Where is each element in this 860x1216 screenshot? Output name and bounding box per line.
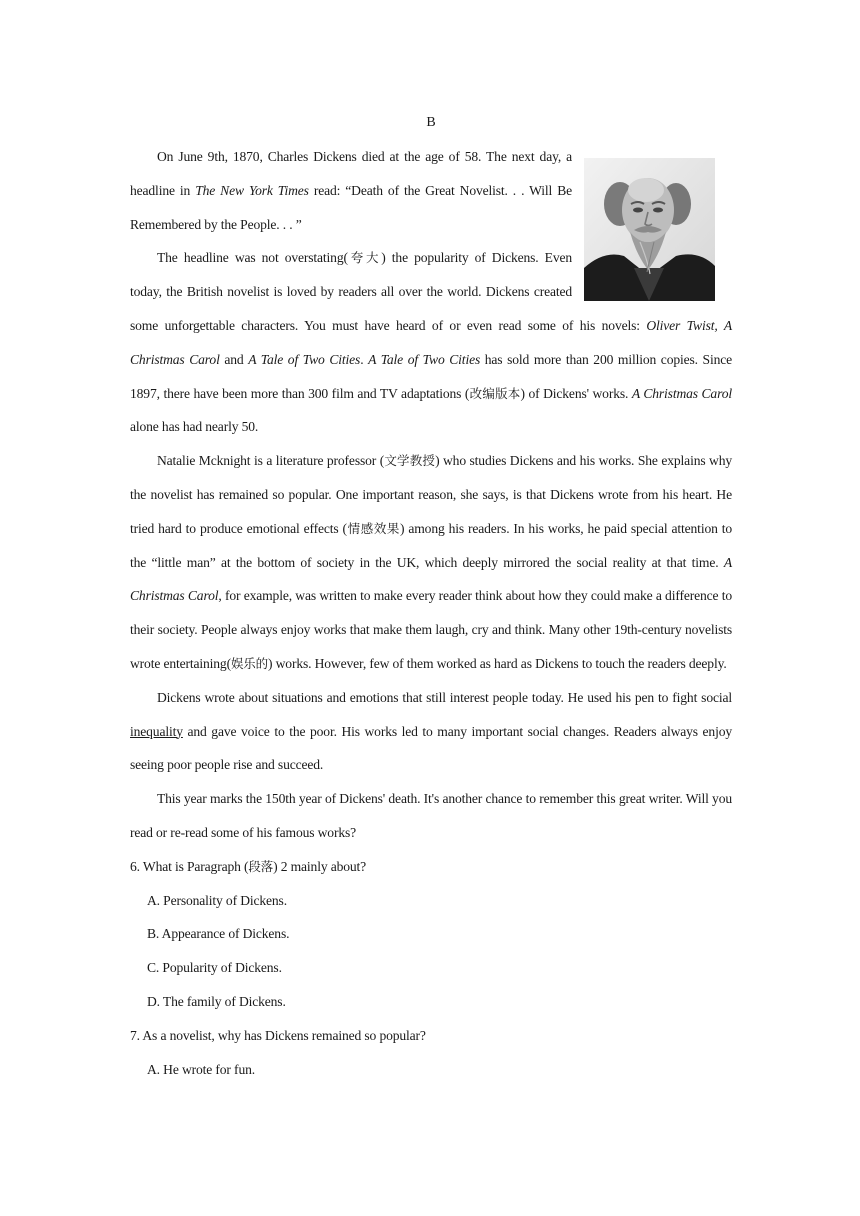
- question-7-stem: 7. As a novelist, why has Dickens remained so popular?: [130, 1027, 426, 1043]
- p2-text-5: has sold more than 200 million copies. Since 1897, there have been more than 300 film and TV adaptations (: [130, 351, 733, 401]
- p3-text-4: , for example, was written to make every reader think about how they could make a difference to their society. People always enjoy works that make them laugh, cry and think. Many other 19th-century novelists wrote entertaining(: [130, 588, 732, 671]
- p2-chinese-gloss-2: 改编版本: [469, 385, 521, 401]
- question-6-option-b[interactable]: B. Appearance of Dickens.: [147, 926, 290, 942]
- p4-text-2: and gave voice to the poor. His works led to many important social changes. Readers always enjoy seeing poor people rise and succeed.: [130, 723, 732, 773]
- q6-stem-text-1: 6. What is Paragraph (: [130, 858, 249, 874]
- p2-novel-title-3: A Tale of Two Cities: [368, 351, 481, 367]
- p3-text-3: ) among his readers. In his works, he paid special attention to the “little man” at the bottom of society in the UK, which deeply mirrored the social reality at that time.: [130, 520, 732, 570]
- portrait-photo: [584, 158, 715, 301]
- question-6-option-c[interactable]: C. Popularity of Dickens.: [147, 960, 282, 976]
- p2-novel-title-4: A Christmas Carol: [631, 385, 732, 401]
- p2-text-2: ) the popularity of Dickens. Even today, the British novelist is loved by readers all over the world. Dickens created some unforgettable characters. You must have heard of or even read some of his novels:: [130, 250, 647, 333]
- p3-chinese-gloss-1: 文学教授: [384, 453, 436, 469]
- p2-novel-titles: Oliver Twist, A Christmas Carol: [130, 317, 732, 367]
- p1-newspaper-title: The New York Times: [195, 182, 309, 198]
- dickens-portrait-image: [584, 158, 715, 301]
- p1-text-1: On June 9th, 1870, Charles Dickens died at the age of 58. The next day, a headline in: [130, 149, 572, 198]
- p3-chinese-gloss-2: 情感效果: [346, 520, 401, 536]
- q6-chinese-gloss: 段落: [248, 858, 274, 874]
- paragraph-3: [130, 444, 732, 681]
- paragraph-4: [130, 681, 732, 782]
- paragraph-5: [130, 782, 732, 850]
- question-6-option-d[interactable]: D. The family of Dickens.: [147, 993, 286, 1009]
- question-6-option-a[interactable]: A. Personality of Dickens.: [147, 892, 287, 908]
- p2-text-6: ) of Dickens' works.: [520, 385, 632, 401]
- q6-stem-text-2: ) 2 mainly about?: [273, 858, 367, 874]
- question-6-stem: [130, 850, 732, 884]
- question-7-option-a[interactable]: A. He wrote for fun.: [147, 1061, 255, 1077]
- p3-text-1: Natalie Mcknight is a literature professor (: [157, 453, 385, 469]
- document-content: [130, 106, 732, 1086]
- p3-chinese-gloss-3: 娱乐的: [230, 655, 269, 671]
- section-label: B: [426, 115, 436, 130]
- p4-text-1: Dickens wrote about situations and emotions that still interest people today. He used his pen to fight social: [157, 689, 732, 705]
- p2-text-4: .: [360, 351, 369, 367]
- p2-text-1: The headline was not overstating(: [157, 250, 348, 266]
- p3-text-2: ) who studies Dickens and his works. She explains why the novelist has remained so popular. One important reason, she says, is that Dickens wrote from his heart. He tried hard to produce emotional effects (: [130, 453, 733, 536]
- p4-underlined-word: inequality: [130, 723, 183, 739]
- p2-novel-title-2: A Tale of Two Cities: [248, 351, 361, 367]
- p2-chinese-gloss-1: 夸大: [347, 250, 382, 266]
- p1-text-2: read: “Death of the Great Novelist. . . Will Be Remembered by the People. . . ”: [130, 182, 572, 232]
- p5-text-1: This year marks the 150th year of Dickens' death. It's another chance to remember this great writer. Will you read or re-read some of his famous works?: [130, 791, 732, 840]
- p3-novel-title: A Christmas Carol: [130, 554, 732, 604]
- p3-text-5: ) works. However, few of them worked as hard as Dickens to touch the readers deeply.: [268, 655, 727, 671]
- p2-text-7: alone has had nearly 50.: [130, 419, 259, 435]
- p2-text-3: and: [219, 351, 249, 367]
